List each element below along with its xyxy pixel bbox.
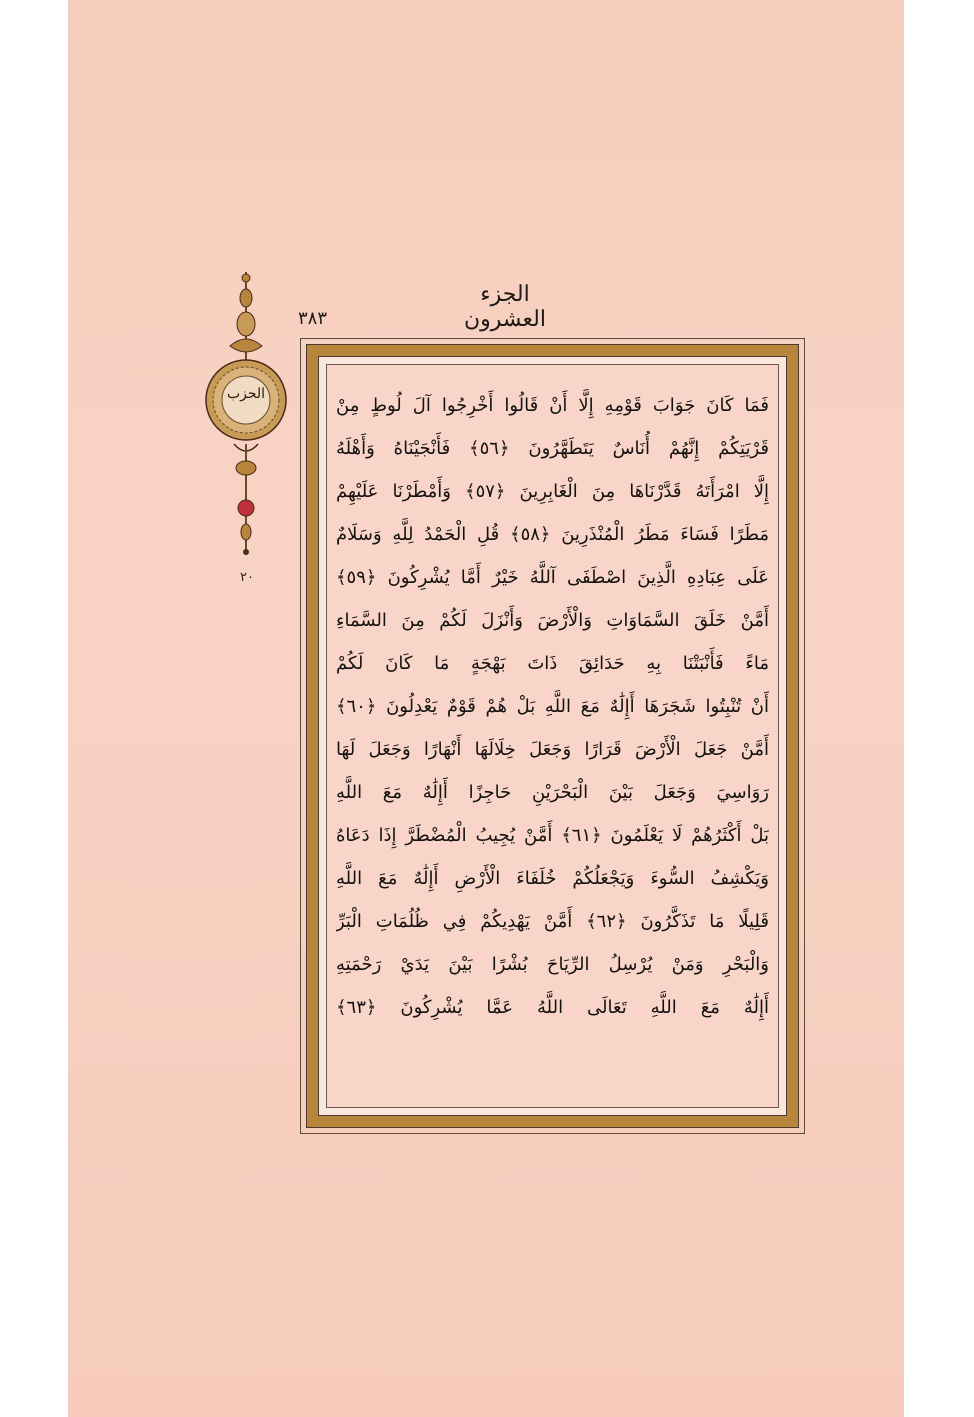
verse-line: قَلِيلًا مَا تَذَكَّرُونَ ﴿٦٢﴾ أَمَّنْ يَهْدِيكُمْ فِي ظُلُمَاتِ الْبَرِّ (336, 911, 769, 932)
juz-header: الجزء العشرون (464, 282, 546, 332)
verse-line: أَنْ تُنْبِتُوا شَجَرَهَا أَإِلَٰهٌ مَعَ اللَّهِ بَلْ هُمْ قَوْمٌ يَعْدِلُونَ ﴿٦٠﴾ (336, 696, 769, 717)
verse-line: قَرْيَتِكُمْ إِنَّهُمْ أُنَاسٌ يَتَطَهَّرُونَ ﴿٥٦﴾ فَأَنْجَيْنَاهُ وَأَهْلَهُ (336, 438, 769, 459)
verse-line: أَمَّنْ خَلَقَ السَّمَاوَاتِ وَالْأَرْضَ وَأَنْزَلَ لَكُمْ مِنَ السَّمَاءِ (336, 610, 769, 631)
verse-line: أَمَّنْ جَعَلَ الْأَرْضَ قَرَارًا وَجَعَلَ خِلَالَهَا أَنْهَارًا وَجَعَلَ لَهَا (336, 739, 769, 760)
verse-line: إِلَّا امْرَأَتَهُ قَدَّرْنَاهَا مِنَ الْغَابِرِينَ ﴿٥٧﴾ وَأَمْطَرْنَا عَلَيْهِمْ (336, 481, 769, 502)
verse-line: مَاءً فَأَنْبَتْنَا بِهِ حَدَائِقَ ذَاتَ بَهْجَةٍ مَا كَانَ لَكُمْ (336, 653, 769, 674)
hizb-label: الحزب (226, 386, 266, 402)
verse-line: وَيَكْشِفُ السُّوءَ وَيَجْعَلُكُمْ خُلَفَاءَ الْأَرْضِ أَإِلَٰهٌ مَعَ اللَّهِ (336, 868, 769, 889)
verse-line: عَلَى عِبَادِهِ الَّذِينَ اصْطَفَى آللَّهُ خَيْرٌ أَمَّا يُشْرِكُونَ ﴿٥٩﴾ (336, 567, 769, 588)
hizb-ornament-icon (200, 268, 292, 558)
verse-line: مَطَرًا فَسَاءَ مَطَرُ الْمُنْذَرِينَ ﴿٥٨﴾ قُلِ الْحَمْدُ لِلَّهِ وَسَلَامٌ (336, 524, 769, 545)
verse-line: وَالْبَحْرِ وَمَنْ يُرْسِلُ الرِّيَاحَ بُشْرًا بَيْنَ يَدَيْ رَحْمَتِهِ (336, 954, 769, 975)
hizb-number: ٢٠ (240, 570, 254, 585)
right-white-margin (904, 0, 974, 1417)
page-number: ٣٨٣ (298, 308, 328, 329)
verse-line: بَلْ أَكْثَرُهُمْ لَا يَعْلَمُونَ ﴿٦١﴾ أَمَّنْ يُجِيبُ الْمُضْطَرَّ إِذَا دَعَاهُ (336, 825, 769, 846)
verse-line: فَمَا كَانَ جَوَابَ قَوْمِهِ إِلَّا أَنْ قَالُوا أَخْرِجُوا آلَ لُوطٍ مِنْ (336, 395, 769, 416)
left-white-margin (0, 0, 68, 1417)
verse-line: أَإِلَٰهٌ مَعَ اللَّهِ تَعَالَى اللَّهُ عَمَّا يُشْرِكُونَ ﴿٦٣﴾ (336, 997, 769, 1018)
verse-line: رَوَاسِيَ وَجَعَلَ بَيْنَ الْبَحْرَيْنِ حَاجِزًا أَإِلَٰهٌ مَعَ اللَّهِ (336, 782, 769, 803)
